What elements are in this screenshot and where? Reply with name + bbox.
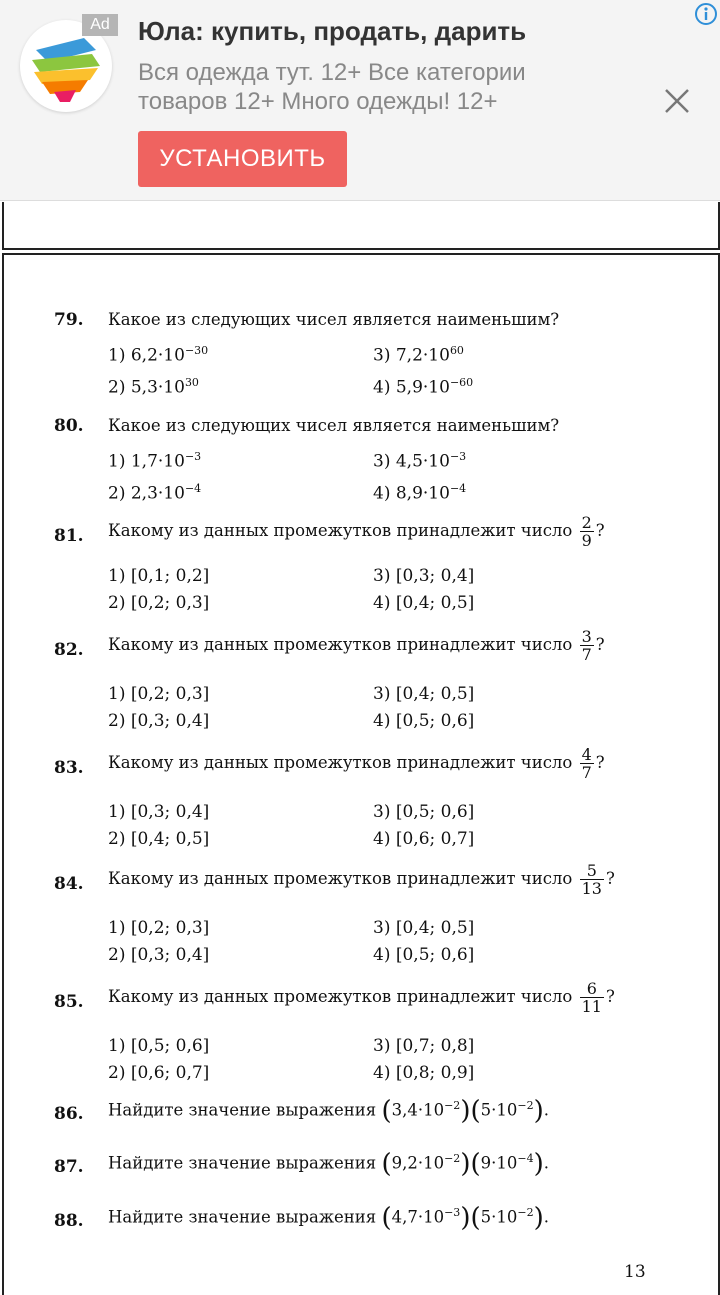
fraction: $\frac{3}{7}$	[581, 627, 592, 664]
problem-number: 87.	[54, 1157, 84, 1177]
problem-number: 81.	[54, 526, 84, 546]
option-3: 3) $4,5\cdot 10^{-3}$	[373, 450, 467, 472]
close-icon	[656, 82, 696, 122]
option-3: 3) [0,4; 0,5]	[373, 684, 475, 704]
install-button[interactable]: УСТАНОВИТЬ	[138, 131, 347, 187]
close-button[interactable]	[656, 82, 696, 122]
option-1: 1) [0,3; 0,4]	[108, 802, 210, 822]
ad-info-button[interactable]	[694, 2, 718, 26]
option-1: 1) [0,2; 0,3]	[108, 684, 210, 704]
ad-badge: Ad	[82, 14, 118, 36]
option-2: 2) [0,3; 0,4]	[108, 945, 210, 965]
problem-question: Какое из следующих чисел является наименьшим?	[108, 310, 560, 329]
problem-question: Какое из следующих чисел является наименьшим?	[108, 416, 560, 435]
option-3: 3) [0,7; 0,8]	[373, 1036, 475, 1056]
problem-number: 84.	[54, 874, 84, 894]
fraction: $\frac{5}{13}$	[581, 861, 602, 898]
option-4: 4) $5,9\cdot 10^{-60}$	[373, 376, 474, 398]
option-1: 1) [0,2; 0,3]	[108, 918, 210, 938]
info-icon	[694, 2, 718, 26]
option-3: 3) $7,2\cdot 10^{60}$	[373, 344, 464, 366]
option-2: 2) [0,3; 0,4]	[108, 711, 210, 731]
problem-number: 82.	[54, 640, 84, 660]
problem-question: Какому из данных промежутков принадлежит число $\frac{4}{7}$ ?	[108, 745, 605, 782]
problem-question: Какому из данных промежутков принадлежит число $\frac{6}{11}$ ?	[108, 979, 615, 1016]
option-2: 2) [0,2; 0,3]	[108, 593, 210, 613]
problem-number: 86.	[54, 1104, 84, 1124]
ad-banner[interactable]	[0, 0, 720, 201]
problem-number: 80.	[54, 416, 84, 436]
problem-number: 88.	[54, 1211, 84, 1231]
problem-question: Какому из данных промежутков принадлежит число $\frac{5}{13}$ ?	[108, 861, 615, 898]
ad-title[interactable]: Юла: купить, продать, дарить	[138, 16, 527, 46]
fraction: $\frac{4}{7}$	[581, 745, 592, 782]
option-4: 4) [0,8; 0,9]	[373, 1063, 475, 1083]
option-4: 4) $8,9\cdot 10^{-4}$	[373, 482, 467, 504]
option-1: 1) $1,7\cdot 10^{-3}$	[108, 450, 202, 472]
ad-description: Вся одежда тут. 12+ Все категории товаров 12+ Много одежды! 12+	[138, 59, 526, 115]
problem-question: Найдите значение выражения $(3,4\cdot 10^{-2})(5\cdot 10^{-2})$.	[108, 1096, 549, 1126]
option-2: 2) $5,3\cdot 10^{30}$	[108, 376, 199, 398]
option-4: 4) [0,5; 0,6]	[373, 945, 475, 965]
problem-question: Какому из данных промежутков принадлежит число $\frac{2}{9}$ ?	[108, 513, 605, 550]
option-1: 1) $6,2\cdot 10^{-30}$	[108, 344, 209, 366]
problem-question: Найдите значение выражения $(4,7\cdot 10^{-3})(5\cdot 10^{-2})$.	[108, 1203, 549, 1233]
problem-question: Найдите значение выражения $(9,2\cdot 10^{-2})(9\cdot 10^{-4})$.	[108, 1149, 549, 1179]
problem-question: Какому из данных промежутков принадлежит число $\frac{3}{7}$ ?	[108, 627, 605, 664]
option-3: 3) [0,5; 0,6]	[373, 802, 475, 822]
option-3: 3) [0,4; 0,5]	[373, 918, 475, 938]
fraction: $\frac{6}{11}$	[581, 979, 602, 1016]
page-number: 13	[624, 1262, 646, 1282]
option-4: 4) [0,4; 0,5]	[373, 593, 475, 613]
option-2: 2) [0,4; 0,5]	[108, 829, 210, 849]
option-3: 3) [0,3; 0,4]	[373, 566, 475, 586]
option-2: 2) [0,6; 0,7]	[108, 1063, 210, 1083]
option-4: 4) [0,6; 0,7]	[373, 829, 475, 849]
option-1: 1) [0,5; 0,6]	[108, 1036, 210, 1056]
option-4: 4) [0,5; 0,6]	[373, 711, 475, 731]
problem-number: 79.	[54, 310, 84, 330]
option-1: 1) [0,1; 0,2]	[108, 566, 210, 586]
option-2: 2) $2,3\cdot 10^{-4}$	[108, 482, 202, 504]
document-frame-top	[2, 202, 720, 250]
problem-number: 83.	[54, 758, 84, 778]
problem-number: 85.	[54, 992, 84, 1012]
fraction: $\frac{2}{9}$	[581, 513, 592, 550]
